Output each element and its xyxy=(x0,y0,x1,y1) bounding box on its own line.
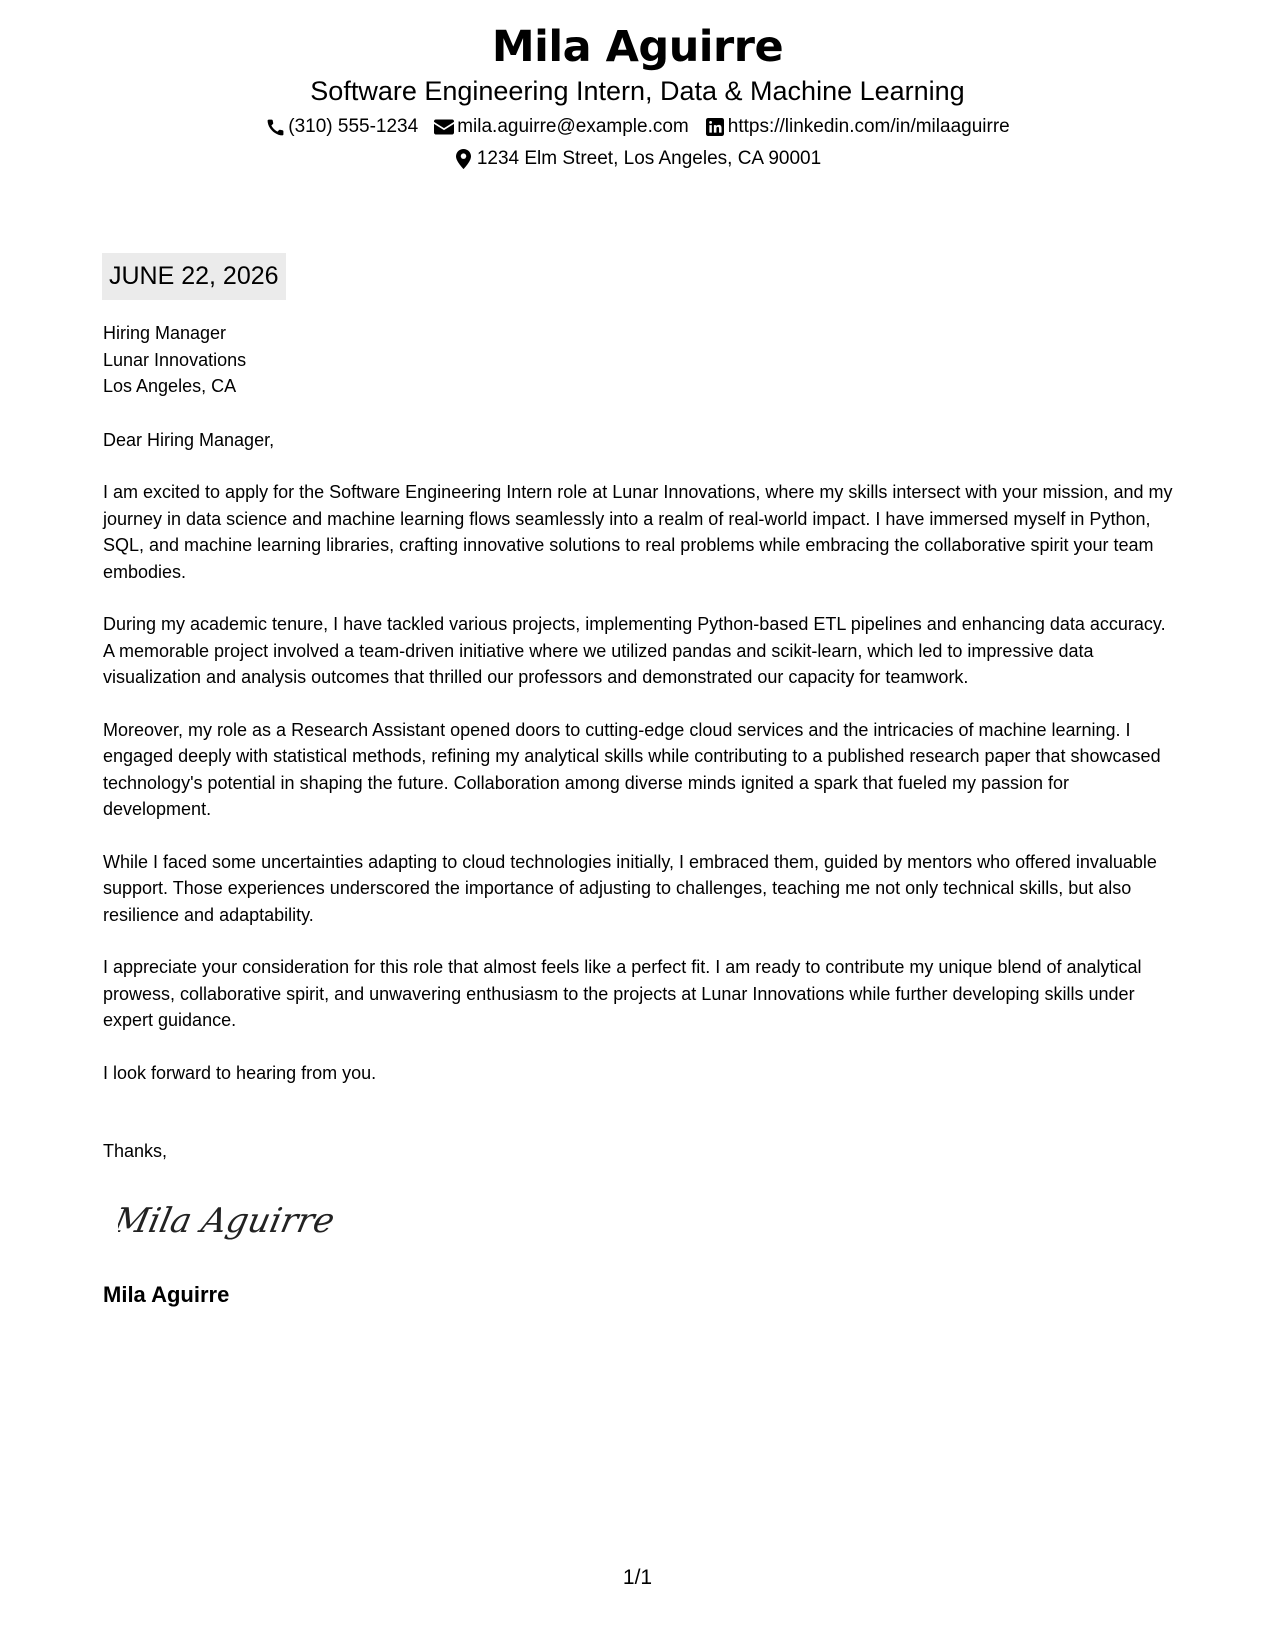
email-link[interactable]: mila.aguirre@example.com xyxy=(457,116,689,137)
recipient-block xyxy=(103,320,1178,400)
body-paragraph: I look forward to hearing from you. xyxy=(103,1062,377,1083)
body-paragraph: I am excited to apply for the Software Engineering Intern role at Lunar Innovations, where my skills intersect with your mission, and my journey in data science and machine learning flows seamlessly into a realm of real-world impact. I have immersed myself in Python, SQL, and machine learning libraries, crafting innovative solutions to real problems while embracing the collaborative spirit your team embodies. xyxy=(103,482,1173,582)
body-paragraph: While I faced some uncertainties adapting to cloud technologies initially, I embraced them, guided by mentors who offered invaluable support. Those experiences underscored the importance of adjusting to challenges, teaching me not only technical skills, but also resilience and adaptability. xyxy=(103,851,1157,925)
recipient-line: Los Angeles, CA xyxy=(103,376,237,396)
page-number: 1/1 xyxy=(622,1566,653,1589)
applicant-name: Mila Aguirre xyxy=(491,22,784,72)
body-paragraph: Moreover, my role as a Research Assistant opened doors to cutting-edge cloud services and the intricacies of machine learning. I engaged deeply with statistical methods, refining my analytical skills while contributing to a published research paper that showcased technology's potential in shaping the future. Collaboration among diverse minds ignited a spark that fueled my passion for development. xyxy=(103,719,1161,819)
address-row xyxy=(0,147,1275,171)
recipient-line: Lunar Innovations xyxy=(103,349,247,370)
body-paragraph: I appreciate your consideration for this role that almost feels like a perfect fit. I am ready to contribute my unique blend of analytical prowess, collaborative spirit, and unwavering enthusiasm to the projects at Lunar Innovations while further developing skills under expert guidance. xyxy=(103,957,1142,1030)
map-pin-icon xyxy=(454,149,474,169)
salutation: Dear Hiring Manager, xyxy=(103,429,275,450)
contact-address xyxy=(454,147,821,171)
recipient-line: Hiring Manager xyxy=(103,323,227,343)
letter-body xyxy=(103,320,1178,1165)
letter-date: JUNE 22, 2026 xyxy=(102,253,286,300)
contact-row xyxy=(0,115,1275,139)
contact-phone xyxy=(265,115,418,139)
linkedin-icon xyxy=(705,117,725,137)
signature-text: Mila Aguirre xyxy=(118,1201,338,1241)
body-paragraph: During my academic tenure, I have tackled various projects, implementing Python-based ETL pipelines and enhancing data accuracy. A memorable project involved a team-driven initiative where we utilized pandas and scikit-learn, which led to impressive data visualization and analysis outcomes that thrilled our professors and demonstrated our capacity for teamwork. xyxy=(103,614,1166,687)
envelope-icon xyxy=(434,117,454,137)
applicant-title: Software Engineering Intern, Data & Machine Learning xyxy=(310,76,965,106)
closing-line: Thanks, xyxy=(103,1141,168,1161)
handwritten-signature xyxy=(118,1195,358,1245)
phone-text: (310) 555-1234 xyxy=(288,116,419,137)
phone-icon xyxy=(265,117,285,137)
contact-email xyxy=(434,115,689,139)
contact-linkedin xyxy=(705,115,1010,139)
signer-name: Mila Aguirre xyxy=(103,1282,230,1307)
linkedin-link[interactable]: https://linkedin.com/in/milaaguirre xyxy=(727,116,1010,137)
letter-header xyxy=(0,20,1275,171)
address-text: 1234 Elm Street, Los Angeles, CA 90001 xyxy=(476,148,822,169)
